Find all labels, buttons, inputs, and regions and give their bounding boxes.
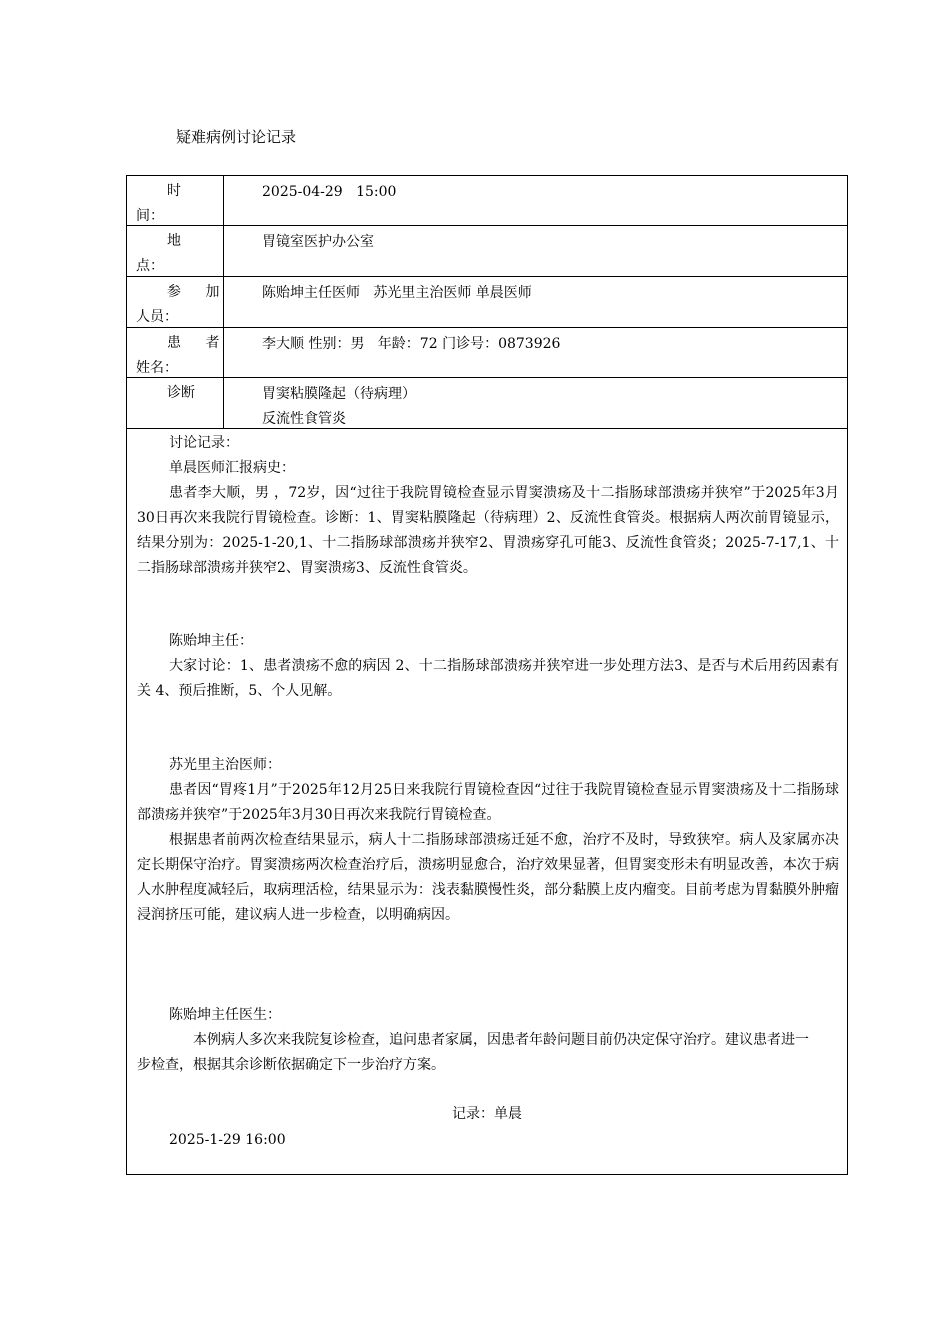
director-text: 大家讨论：1、患者溃疡不愈的病因 2、十二指肠球部溃疡并狭窄进一步处理方法3、是否与术后用药因素有关 4、预后推断，5、个人见解。: [137, 658, 839, 699]
patient-label-bottom: 姓名：: [136, 360, 178, 376]
time-label-top: 时: [167, 183, 191, 199]
attendees-label-bottom: 人员：: [136, 309, 178, 325]
place-label-bottom: 点：: [136, 258, 164, 274]
time-label-bottom: 间：: [136, 208, 164, 224]
summary-text: 本例病人多次来我院复诊检查，追问患者家属，因患者年龄问题目前仍决定保守治疗。建议患者进一步检查，根据其余诊断依据确定下一步治疗方案。: [137, 1032, 809, 1073]
report-text: 患者李大顺，男 ，72岁，因“过往于我院胃镜检查显示胃窦溃疡及十二指肠球部溃疡并狭窄”于2025年3月30日再次来我院行胃镜检查。诊断：1、胃窦粘膜隆起（待病理）2、反流性食管炎。根据病人两次前胃镜显示，结果分别为：2025-1-20,1、十二指肠球部溃疡并狭窄2、胃溃疡穿孔可能3、反流性食管炎；2025-7-17,1、十二指肠球部溃疡并狭窄2、胃窦溃疡3、反流性食管炎。: [137, 485, 839, 576]
diagnosis-label-text: 诊断: [167, 385, 195, 401]
patient-value: 李大顺 性别：男 年龄：72 门诊号：0873926: [262, 336, 561, 352]
place-row: [127, 226, 847, 277]
diagnosis-line-2: 反流性食管炎: [262, 411, 346, 427]
recorder-signature: 记录：单晨: [452, 1106, 522, 1122]
document-title: 疑难病例讨论记录: [176, 128, 297, 146]
time-value: 2025-04-29 15:00: [262, 184, 397, 200]
record-date: 2025-1-29 16:00: [169, 1132, 286, 1148]
record-table: [126, 175, 848, 1175]
attending-heading: 苏光里主治医师：: [169, 757, 281, 773]
time-row: [127, 176, 847, 226]
diagnosis-line-1: 胃窦粘膜隆起（待病理）: [262, 386, 416, 402]
attendees-label-top: 参 加: [167, 284, 230, 300]
place-label-top: 地: [167, 233, 191, 249]
discussion-section: [127, 429, 847, 1174]
summary-heading: 陈贻坤主任医生：: [169, 1007, 281, 1023]
attendees-row: [127, 277, 847, 328]
diagnosis-row: [127, 378, 847, 429]
director-heading: 陈贻坤主任：: [169, 633, 253, 649]
place-value: 胃镜室医护办公室: [262, 234, 374, 250]
attendees-value: 陈贻坤主任医师 苏光里主治医师 单晨医师: [262, 285, 532, 301]
place-label: [127, 226, 224, 276]
diagnosis-label: [127, 378, 224, 428]
attending-text-1: 患者因“胃疼1月”于2025年12月25日来我院行胃镜检查因“过往于我院胃镜检查显示胃窦溃疡及十二指肠球部溃疡并狭窄”于2025年3月30日再次来我院行胃镜检查。: [137, 782, 839, 823]
patient-row: [127, 328, 847, 378]
time-label: [127, 176, 224, 225]
patient-label: [127, 328, 230, 377]
discussion-heading: 讨论记录：: [169, 435, 239, 451]
patient-label-top: 患 者: [167, 335, 230, 351]
report-heading: 单晨医师汇报病史：: [169, 460, 295, 476]
attendees-label: [127, 277, 230, 327]
attending-text-2: 根据患者前两次检查结果显示，病人十二指肠球部溃疡迁延不愈，治疗不及时，导致狭窄。病人及家属亦决定长期保守治疗。胃窦溃疡两次检查治疗后，溃疡明显愈合，治疗效果显著，但胃窦变形未有明显改善，本次于病人水肿程度减轻后，取病理活检，结果显示为：浅表黏膜慢性炎，部分黏膜上皮内瘤变。目前考虑为胃黏膜外肿瘤浸润挤压可能，建议病人进一步检查，以明确病因。: [137, 832, 839, 923]
